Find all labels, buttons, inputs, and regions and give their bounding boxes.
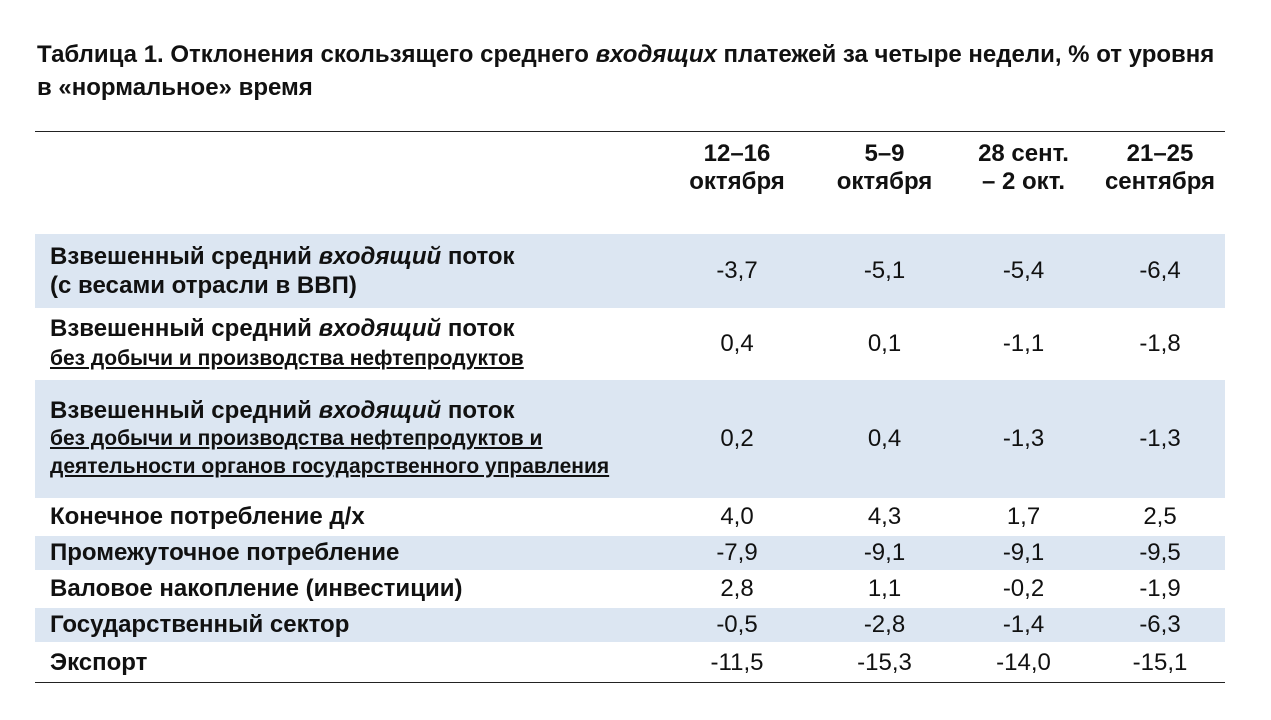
cell-value: 2,8 bbox=[657, 571, 817, 607]
cell-value: -0,5 bbox=[657, 607, 817, 643]
cell-value: -6,4 bbox=[1095, 233, 1225, 309]
cell-value: -2,8 bbox=[817, 607, 952, 643]
cell-value: -9,1 bbox=[952, 535, 1095, 571]
cell-value: -9,1 bbox=[817, 535, 952, 571]
cell-value: 0,4 bbox=[657, 309, 817, 379]
row-label: Конечное потребление д/х bbox=[35, 499, 657, 535]
cell-value: -3,7 bbox=[657, 233, 817, 309]
cell-value: -0,2 bbox=[952, 571, 1095, 607]
row-label: Валовое накопление (инвестиции) bbox=[35, 571, 657, 607]
cell-value: 0,1 bbox=[817, 309, 952, 379]
cell-value: -9,5 bbox=[1095, 535, 1225, 571]
title-before: Таблица 1. Отклонения скользящего среднего bbox=[37, 41, 596, 68]
row-label: Взвешенный средний входящий поток (с весами отрасли в ВВП) bbox=[35, 233, 657, 309]
cell-value: -15,1 bbox=[1095, 643, 1225, 683]
cell-value: 1,1 bbox=[817, 571, 952, 607]
table-row bbox=[35, 309, 1225, 379]
row-label: Экспорт bbox=[35, 643, 657, 683]
table-row bbox=[35, 571, 1225, 607]
cell-value: -1,3 bbox=[952, 379, 1095, 499]
table-row bbox=[35, 535, 1225, 571]
data-table bbox=[35, 131, 1225, 683]
table-title bbox=[37, 38, 1217, 104]
cell-value: -11,5 bbox=[657, 643, 817, 683]
table-row bbox=[35, 607, 1225, 643]
cell-value: 4,0 bbox=[657, 499, 817, 535]
column-header-3: 28 сент. – 2 окт. bbox=[978, 140, 1069, 195]
cell-value: 2,5 bbox=[1095, 499, 1225, 535]
table-row bbox=[35, 233, 1225, 309]
header-empty-cell bbox=[35, 132, 657, 233]
cell-value: 0,2 bbox=[657, 379, 817, 499]
cell-value: -1,4 bbox=[952, 607, 1095, 643]
row-label: Взвешенный средний входящий поток без добычи и производства нефтепродуктов и деятельности органов государственного управления bbox=[35, 379, 657, 499]
cell-value: -1,3 bbox=[1095, 379, 1225, 499]
row-label: Государственный сектор bbox=[35, 607, 657, 643]
cell-value: -5,1 bbox=[817, 233, 952, 309]
table-row bbox=[35, 379, 1225, 499]
cell-value: 1,7 bbox=[952, 499, 1095, 535]
cell-value: 0,4 bbox=[817, 379, 952, 499]
cell-value: -7,9 bbox=[657, 535, 817, 571]
title-after: платежей за четыре недели, % от уровня в «нормальное» время bbox=[37, 41, 1215, 101]
cell-value: -1,8 bbox=[1095, 309, 1225, 379]
cell-value: -1,1 bbox=[952, 309, 1095, 379]
row-label: Промежуточное потребление bbox=[35, 535, 657, 571]
table-row bbox=[35, 499, 1225, 535]
column-header-2: 5–9 октября bbox=[836, 140, 933, 195]
header-row bbox=[35, 132, 1225, 233]
cell-value: -15,3 bbox=[817, 643, 952, 683]
cell-value: -14,0 bbox=[952, 643, 1095, 683]
column-header-4: 21–25 сентября bbox=[1104, 140, 1216, 195]
title-italic: входящих bbox=[595, 41, 717, 68]
cell-value: 4,3 bbox=[817, 499, 952, 535]
cell-value: -6,3 bbox=[1095, 607, 1225, 643]
cell-value: -5,4 bbox=[952, 233, 1095, 309]
row-label: Взвешенный средний входящий поток без добычи и производства нефтепродуктов bbox=[35, 309, 657, 379]
table-row bbox=[35, 643, 1225, 683]
cell-value: -1,9 bbox=[1095, 571, 1225, 607]
column-header-1: 12–16 октября bbox=[689, 140, 785, 195]
